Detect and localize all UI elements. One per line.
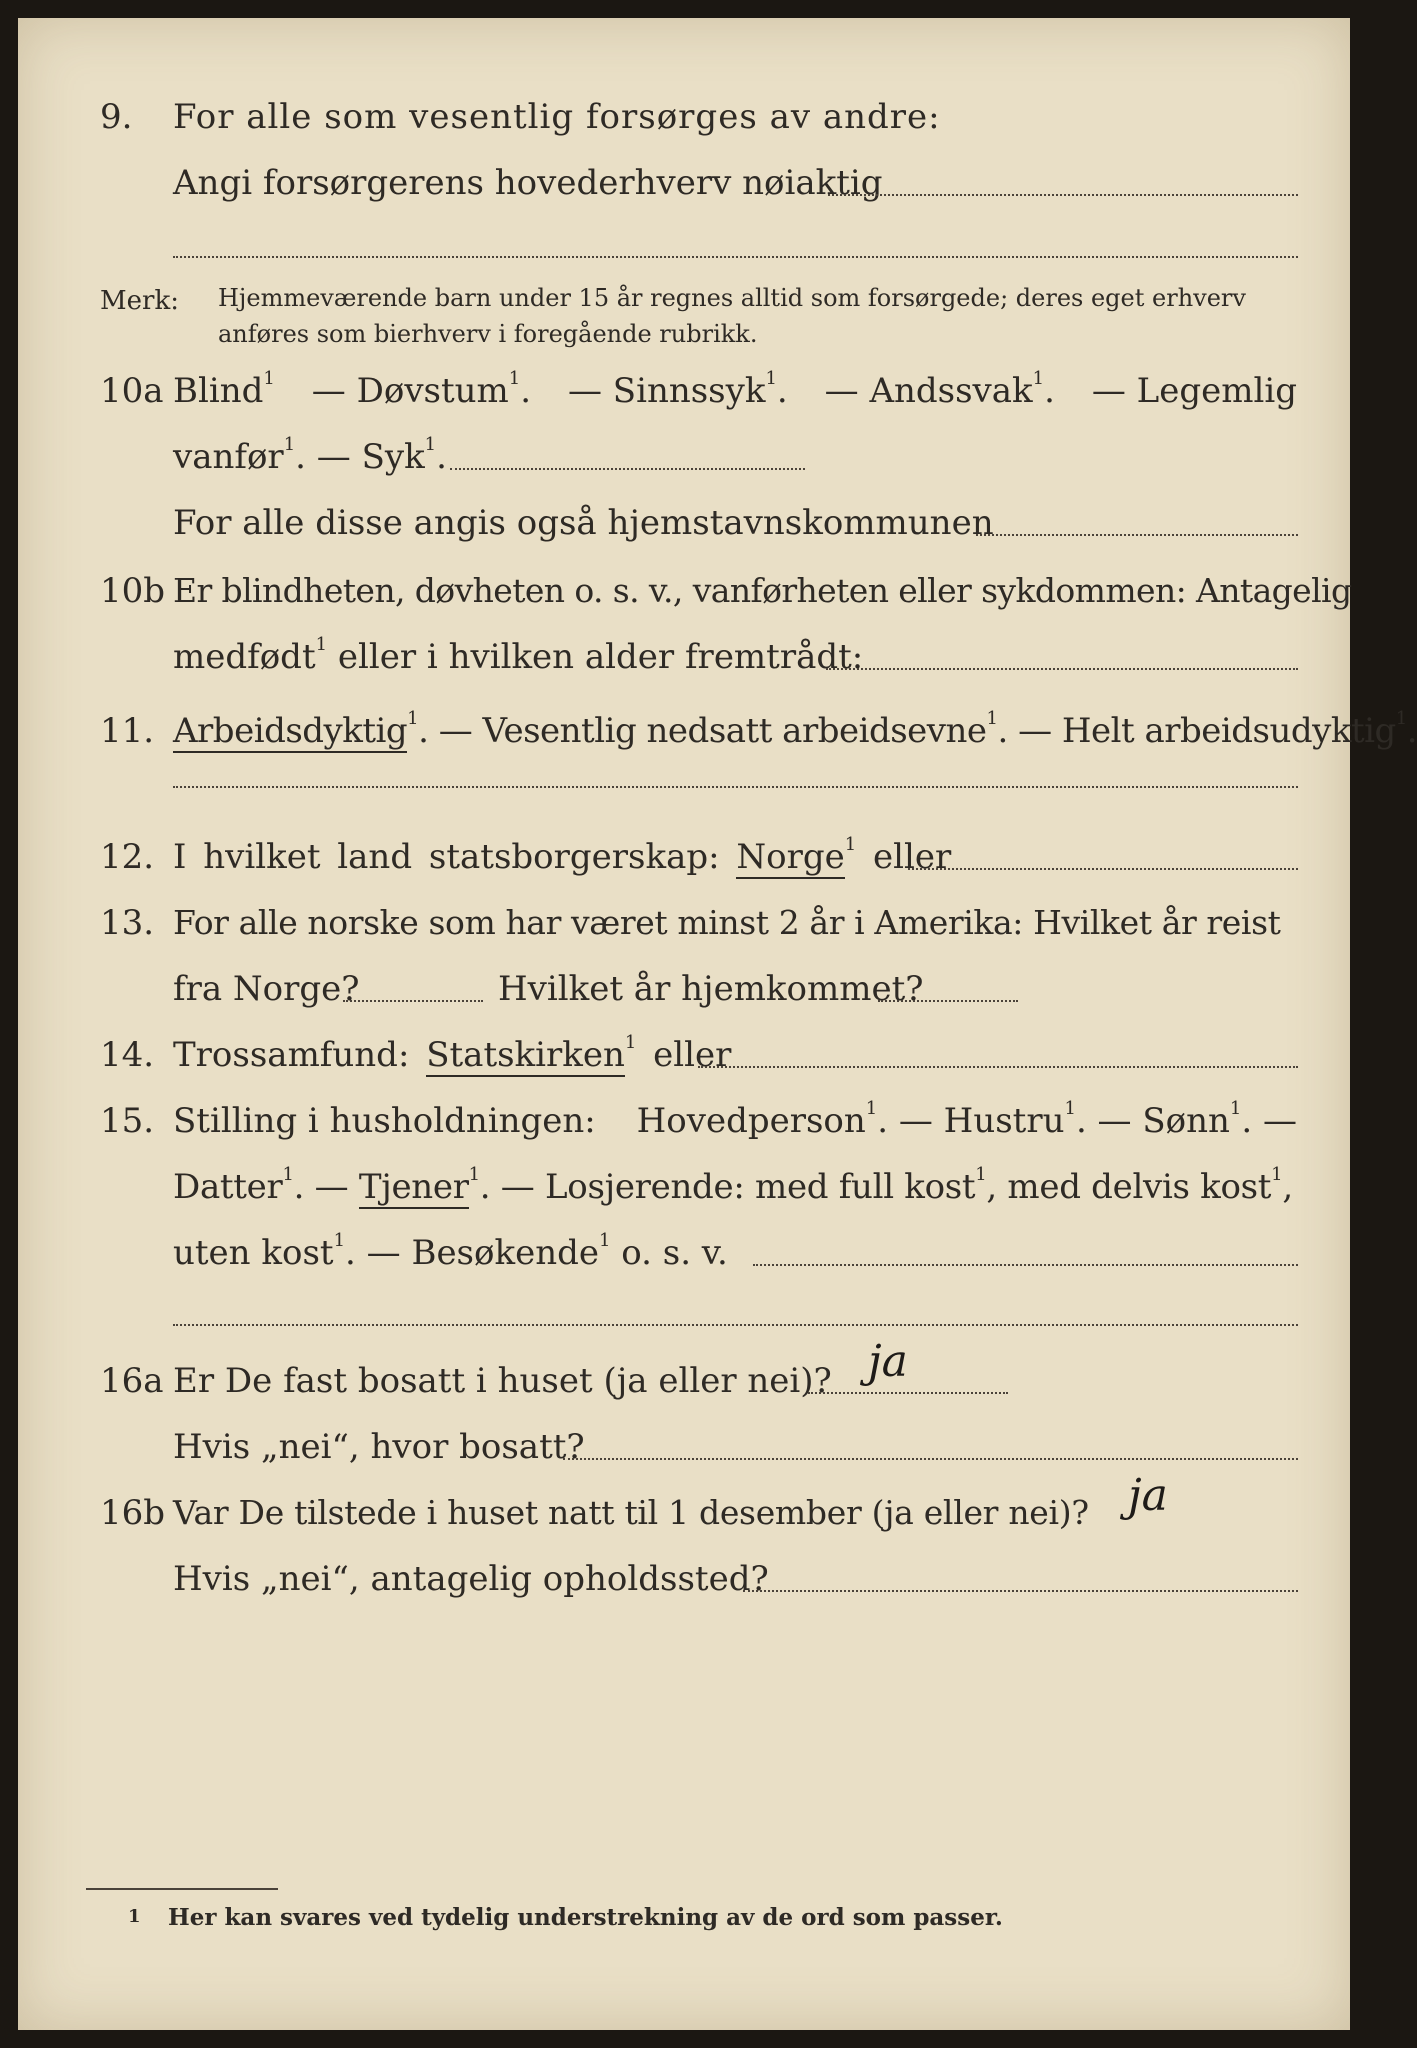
option-uten-kost: uten kost: [173, 1233, 334, 1273]
option-nedsatt: . — Vesentlig nedsatt arbeidsevne: [418, 711, 987, 751]
q16b-text-2: Hvis „nei“, antagelig opholdssted?: [173, 1559, 769, 1599]
q10b-text: Er blindheten, døvheten o. s. v., vanførheten eller sykdommen: Antagelig: [173, 571, 1352, 610]
q16a-answer-line: [808, 1392, 1008, 1394]
q9-answer-line: [828, 194, 1298, 196]
q16b-number: 16b: [100, 1493, 166, 1533]
q11-number: 11.: [100, 711, 155, 751]
q15-number: 15.: [100, 1101, 155, 1141]
q10a-answer-line: [450, 468, 805, 470]
q13-hjemkommet-label: Hvilket år hjemkommet?: [498, 969, 924, 1009]
option-full-kost: . — Losjerende: med full kost: [479, 1167, 976, 1207]
option-medfodt: medfødt: [173, 637, 316, 677]
q11-extra-line: [173, 786, 1298, 788]
q10a-number: 10a: [100, 371, 164, 411]
option-sonn: . — Sønn: [1075, 1101, 1230, 1141]
q14-number: 14.: [100, 1035, 155, 1075]
option-arbeidsdyktig-underlined: Arbeidsdyktig: [173, 711, 408, 751]
option-datter: Datter: [173, 1167, 283, 1207]
q16a-number: 16a: [100, 1361, 164, 1401]
q16a-handwritten-answer: ja: [868, 1336, 908, 1387]
q10a-options: Blind$^1$ — Døvstum$^1$. — Sinnssyk$^1$. — Andssvak$^1$. — Legemlig: [173, 368, 1297, 411]
q16b-text: Var De tilstede i huset natt til 1 desember (ja eller nei)?: [173, 1493, 1089, 1532]
q10a-text-3: For alle disse angis også hjemstavnskommunen: [173, 503, 994, 543]
option-statskirken-underlined: Statskirken: [426, 1035, 625, 1075]
q14-text: Trossamfund: Statskirken$^1$ eller: [173, 1032, 732, 1075]
merk-text: [218, 280, 1246, 352]
q9-text: For alle som vesentlig forsørges av andre:: [173, 97, 941, 137]
q16b-opholdssted-line: [743, 1590, 1298, 1592]
option-blind: Blind: [173, 371, 264, 411]
footnote-text: Her kan svares ved tydelig understrekning av de ord som passer.: [168, 1904, 1003, 1931]
q15-answer-line: [753, 1264, 1298, 1266]
q15-extra-line: [173, 1324, 1298, 1326]
q12-text: I hvilket land statsborgerskap: Norge$^1$ eller: [173, 834, 952, 877]
option-besokende: . — Besøkende: [345, 1233, 599, 1273]
q16b-handwritten-answer: ja: [1128, 1470, 1168, 1521]
footnote-mark: 1: [128, 1906, 141, 1927]
merk-line-2: anføres som bierhverv i foregående rubrikk.: [218, 320, 758, 348]
option-tjener-underlined: Tjener: [358, 1167, 469, 1207]
footnote-rule: [86, 1888, 278, 1890]
q10b-answer-line: [826, 668, 1298, 670]
q13-number: 13.: [100, 903, 155, 943]
q16a-bosatt-line: [563, 1458, 1298, 1460]
q13-text: For alle norske som har været minst 2 år i Amerika: Hvilket år reist: [173, 903, 1281, 942]
q11-text: Arbeidsdyktig$^1$. — Vesentlig nedsatt arbeidsevne$^1$. — Helt arbeidsudyktig$^1$.: [173, 708, 1417, 751]
option-dovstum: — Døvstum: [311, 371, 509, 411]
census-form-page: [18, 18, 1417, 2030]
merk-label: Merk:: [100, 286, 179, 316]
q9-extra-line: [173, 256, 1298, 258]
option-legemlig: — Legemlig: [1091, 371, 1297, 411]
q12-answer-line: [908, 868, 1298, 870]
q16a-text: Er De fast bosatt i huset (ja eller nei)?: [173, 1361, 832, 1401]
q12-number: 12.: [100, 837, 155, 877]
option-hovedperson: Hovedperson: [636, 1101, 866, 1141]
option-syk: . — Syk: [295, 437, 425, 477]
q13-reist-label: fra Norge?: [173, 969, 360, 1009]
q13-reist-line: [343, 1000, 483, 1002]
q15-text-3: uten kost$^1$. — Besøkende$^1$ o. s. v.: [173, 1230, 728, 1273]
option-hustru: . — Hustru: [877, 1101, 1065, 1141]
q10b-number: 10b: [100, 571, 166, 611]
q15-options-1: Stilling i husholdningen: Hovedperson$^1$. — Hustru$^1$. — Sønn$^1$. —: [173, 1098, 1297, 1141]
option-norge-underlined: Norge: [736, 837, 845, 877]
q13-hjemkommet-line: [878, 1000, 1018, 1002]
q9-number: 9.: [100, 97, 133, 137]
option-udyktig: . — Helt arbeidsudyktig: [997, 711, 1396, 751]
merk-line-1: Hjemmeværende barn under 15 år regnes alltid som forsørgede; deres eget erhverv: [218, 284, 1246, 312]
option-vanfor: vanfør: [173, 437, 284, 477]
q10a-text-2: vanfør$^1$. — Syk$^1$.: [173, 434, 447, 477]
q14-answer-line: [698, 1066, 1298, 1068]
q16a-text-2: Hvis „nei“, hvor bosatt?: [173, 1427, 585, 1467]
option-sinnssyk: — Sinnssyk: [567, 371, 766, 411]
q15-text-2: Datter$^1$. — Tjener$^1$. — Losjerende: med full kost$^1$, med delvis kost$^1$,: [173, 1164, 1293, 1207]
option-andssvak: — Andssvak: [824, 371, 1033, 411]
option-delvis-kost: , med delvis kost: [986, 1167, 1272, 1207]
q9-text-2: Angi forsørgerens hovederhverv nøiaktig: [173, 163, 883, 203]
q10a-hjemstavn-line: [976, 534, 1298, 536]
q10b-text-2: medfødt$^1$ eller i hvilken alder fremtrådt:: [173, 634, 864, 677]
